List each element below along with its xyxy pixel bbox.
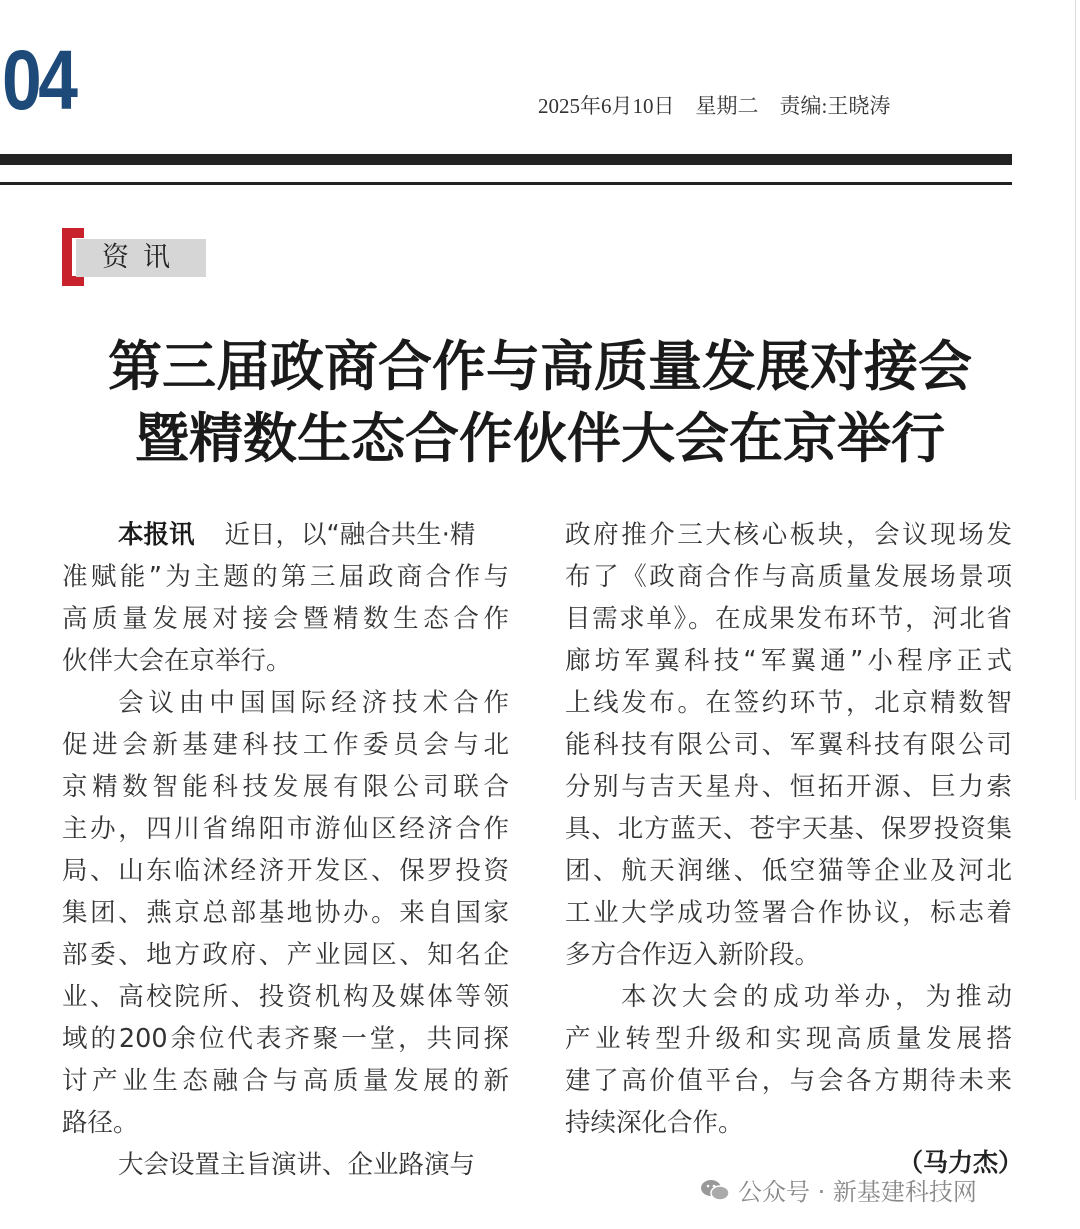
article-line (62, 976, 509, 1018)
line-text: 建了高价值平台，与会各方期待未来 (565, 1066, 1012, 1096)
article-line (565, 682, 1012, 724)
line-text: 准赋能”为主题的第三届政商合作与 (62, 562, 509, 592)
article-line (62, 1102, 509, 1144)
line-text: 目需求单》。在成果发布环节，河北省 (565, 604, 1012, 634)
article-line (62, 892, 509, 934)
line-text: 分别与吉天星舟、恒拓开源、巨力索 (565, 772, 1012, 802)
article-line (62, 724, 509, 766)
line-text: 政府推介三大核心板块，会议现场发 (565, 520, 1012, 550)
line-text: 布了《政商合作与高质量发展场景项 (565, 562, 1012, 592)
article-line (62, 682, 509, 724)
lead-label: 本报讯 (118, 520, 195, 550)
article-line (565, 514, 1012, 556)
line-text: 伙伴大会在京举行。 (62, 646, 292, 676)
article-line (62, 640, 509, 682)
article-line (62, 934, 509, 976)
line-text: 高质量发展对接会暨精数生态合作 (62, 604, 509, 634)
article-line (565, 808, 1012, 850)
article-line (565, 640, 1012, 682)
line-text: 大会设置主旨演讲、企业路演与 (118, 1150, 476, 1180)
line-text: 能科技有限公司、军翼科技有限公司 (565, 730, 1012, 760)
line-text: 多方合作迈入新阶段。 (565, 940, 821, 970)
line-text: 本次大会的成功举办，为推动 (621, 982, 1012, 1012)
line-text: 讨产业生态融合与高质量发展的新 (62, 1066, 509, 1096)
page-number: 04 (2, 33, 75, 127)
article-line (62, 514, 509, 556)
article-right-column (565, 514, 1012, 1144)
line-text: 工业大学成功签署合作协议，标志着 (565, 898, 1012, 928)
line-text: 促进会新基建科技工作委员会与北 (62, 730, 509, 760)
watermark-text: 公众号 · 新基建科技网 (738, 1178, 977, 1206)
article-line (62, 556, 509, 598)
article-line (62, 1060, 509, 1102)
line-text: 具、北方蓝天、苍宇天基、保罗投资集 (565, 814, 1012, 844)
line-text: 廊坊军翼科技“军翼通”小程序正式 (565, 646, 1012, 676)
article-line (62, 1018, 509, 1060)
article-line (565, 556, 1012, 598)
article-line (565, 1102, 1012, 1144)
article-line (62, 808, 509, 850)
line-text: 局、山东临沭经济开发区、保罗投资 (62, 856, 509, 886)
article-line (565, 1018, 1012, 1060)
article-line (565, 934, 1012, 976)
byline: （马力杰） (898, 1148, 1024, 1177)
article-line (62, 598, 509, 640)
line-text: 近日，以“融合共生·精 (224, 520, 476, 550)
line-text: 产业转型升级和实现高质量发展搭 (565, 1024, 1012, 1054)
article-line (565, 850, 1012, 892)
article-line (62, 766, 509, 808)
line-text: 上线发布。在签约环节，北京精数智 (565, 688, 1012, 718)
line-text: 京精数智能科技发展有限公司联合 (62, 772, 509, 802)
line-text: 集团、燕京总部基地协办。来自国家 (62, 898, 509, 928)
header-rule-thick (0, 154, 1012, 165)
headline-line-2: 暨精数生态合作伙伴大会在京举行 (135, 407, 945, 470)
line-text: 部委、地方政府、产业园区、知名企 (62, 940, 509, 970)
article-line (565, 766, 1012, 808)
article-line (565, 892, 1012, 934)
dateline: 2025年6月10日 星期二 责编:王晓涛 (538, 94, 891, 118)
line-text: 团、航天润继、低空猫等企业及河北 (565, 856, 1012, 886)
line-text: 主办，四川省绵阳市游仙区经济合作 (62, 814, 509, 844)
article-line (565, 724, 1012, 766)
article-left-column (62, 514, 509, 1186)
section-tag: 资讯 (76, 239, 206, 277)
line-text: 持续深化合作。 (565, 1108, 744, 1138)
headline-line-1: 第三届政商合作与高质量发展对接会 (108, 335, 972, 398)
line-text: 会议由中国国际经济技术合作 (118, 688, 509, 718)
watermark (700, 1172, 977, 1207)
page-edge (1075, 0, 1080, 800)
article-line (62, 850, 509, 892)
line-text: 业、高校院所、投资机构及媒体等领 (62, 982, 509, 1012)
article-line (62, 1144, 509, 1186)
article-line (565, 976, 1012, 1018)
article-line (565, 1060, 1012, 1102)
article-line (565, 598, 1012, 640)
line-text: 路径。 (62, 1108, 139, 1138)
wechat-icon (700, 1178, 730, 1202)
header-rule-thin (0, 182, 1012, 185)
line-text: 域的200余位代表齐聚一堂，共同探 (62, 1024, 509, 1054)
